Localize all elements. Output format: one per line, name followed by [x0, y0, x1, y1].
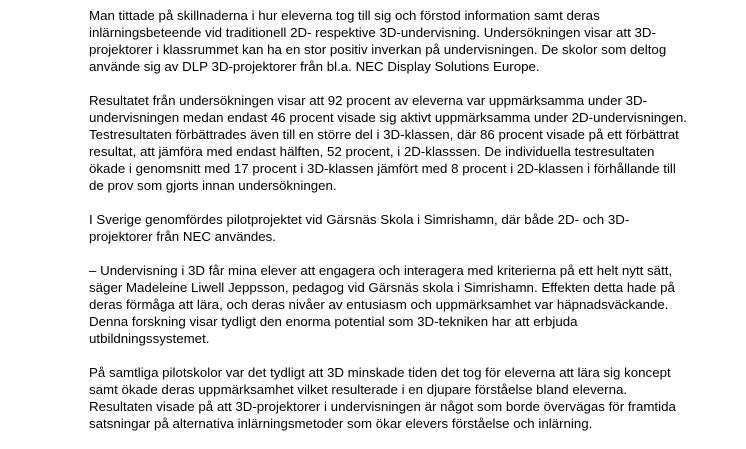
text-line: utbildningssystemet. [89, 331, 210, 346]
text-line: Denna forskning visar tydligt den enorma potential som 3D-tekniken har att erbjuda [89, 314, 578, 329]
text-line: – Undervisning i 3D får mina elever att engagera och interagera med kriterierna på ett helt nytt sätt, [89, 263, 673, 278]
text-line: Resultaten visade på att 3D-projektorer i undervisningen är något som borde övervägas för framtida [89, 399, 676, 414]
text-line: satsningar på alternativa inlärningsmetoder som ökar elevers förståelse och inlärning. [89, 416, 593, 431]
text-line: projektorer i klassrummet kan ha en stor positiv inverkan på undervisningen. De skolor som deltog [89, 42, 667, 57]
text-line: På samtliga pilotskolor var det tydligt att 3D minskade tiden det tog för eleverna att lära sig koncept [89, 365, 671, 380]
text-line: samt ökade deras uppmärksamhet vilket resulterade i en djupare förståelse bland eleverna. [89, 382, 628, 397]
text-line: Testresultaten förbättrades även till en större del i 3D-klassen, där 86 procent visade på ett förbättrat [89, 127, 679, 142]
text-line: inlärningsbeteende vid traditionell 2D- respektive 3D-undervisning. Undersökningen visar att 3D- [89, 25, 656, 40]
text-line: använde sig av DLP 3D-projektorer från bl.a. NEC Display Solutions Europe. [89, 59, 540, 74]
paragraph-teacher-quote [89, 262, 729, 347]
text-line: projektorer från NEC användes. [89, 229, 276, 244]
text-line: undervisningen medan endast 46 procent visade sig aktivt uppmärksamma under 2D-undervisningen. [89, 110, 687, 125]
paragraph-results [89, 92, 729, 194]
text-line: Man tittade på skillnaderna i hur eleverna tog till sig och förstod information samt deras [89, 8, 600, 23]
text-line: de prov som gjorts innan undersökningen. [89, 178, 337, 193]
text-line: deras förmåga att lära, och deras nivåer av entusiasm och uppmärksamhet var häpnadsväckande. [89, 297, 669, 312]
text-line: Resultatet från undersökningen visar att 92 procent av eleverna var uppmärksamma under 3D- [89, 93, 648, 108]
paragraph-study-intro [89, 7, 729, 75]
text-line: säger Madeleine Liwell Jeppsson, pedagog vid Gärsnäs skola i Simrishamn. Effekten detta hade på [89, 280, 675, 295]
document-body [89, 7, 729, 449]
paragraph-pilot-sweden [89, 211, 729, 245]
text-line: ökade i genomsnitt med 17 procent i 3D-klassen jämfört med 8 procent i 2D-klassen i förhållande till [89, 161, 676, 176]
paragraph-conclusion [89, 364, 729, 432]
text-line: resultat, att jämföra med endast hälften, 52 procent, i 2D-klasssen. De individuella testresultaten [89, 144, 655, 159]
text-line: I Sverige genomfördes pilotprojektet vid Gärsnäs Skola i Simrishamn, där både 2D- och 3D- [89, 212, 630, 227]
